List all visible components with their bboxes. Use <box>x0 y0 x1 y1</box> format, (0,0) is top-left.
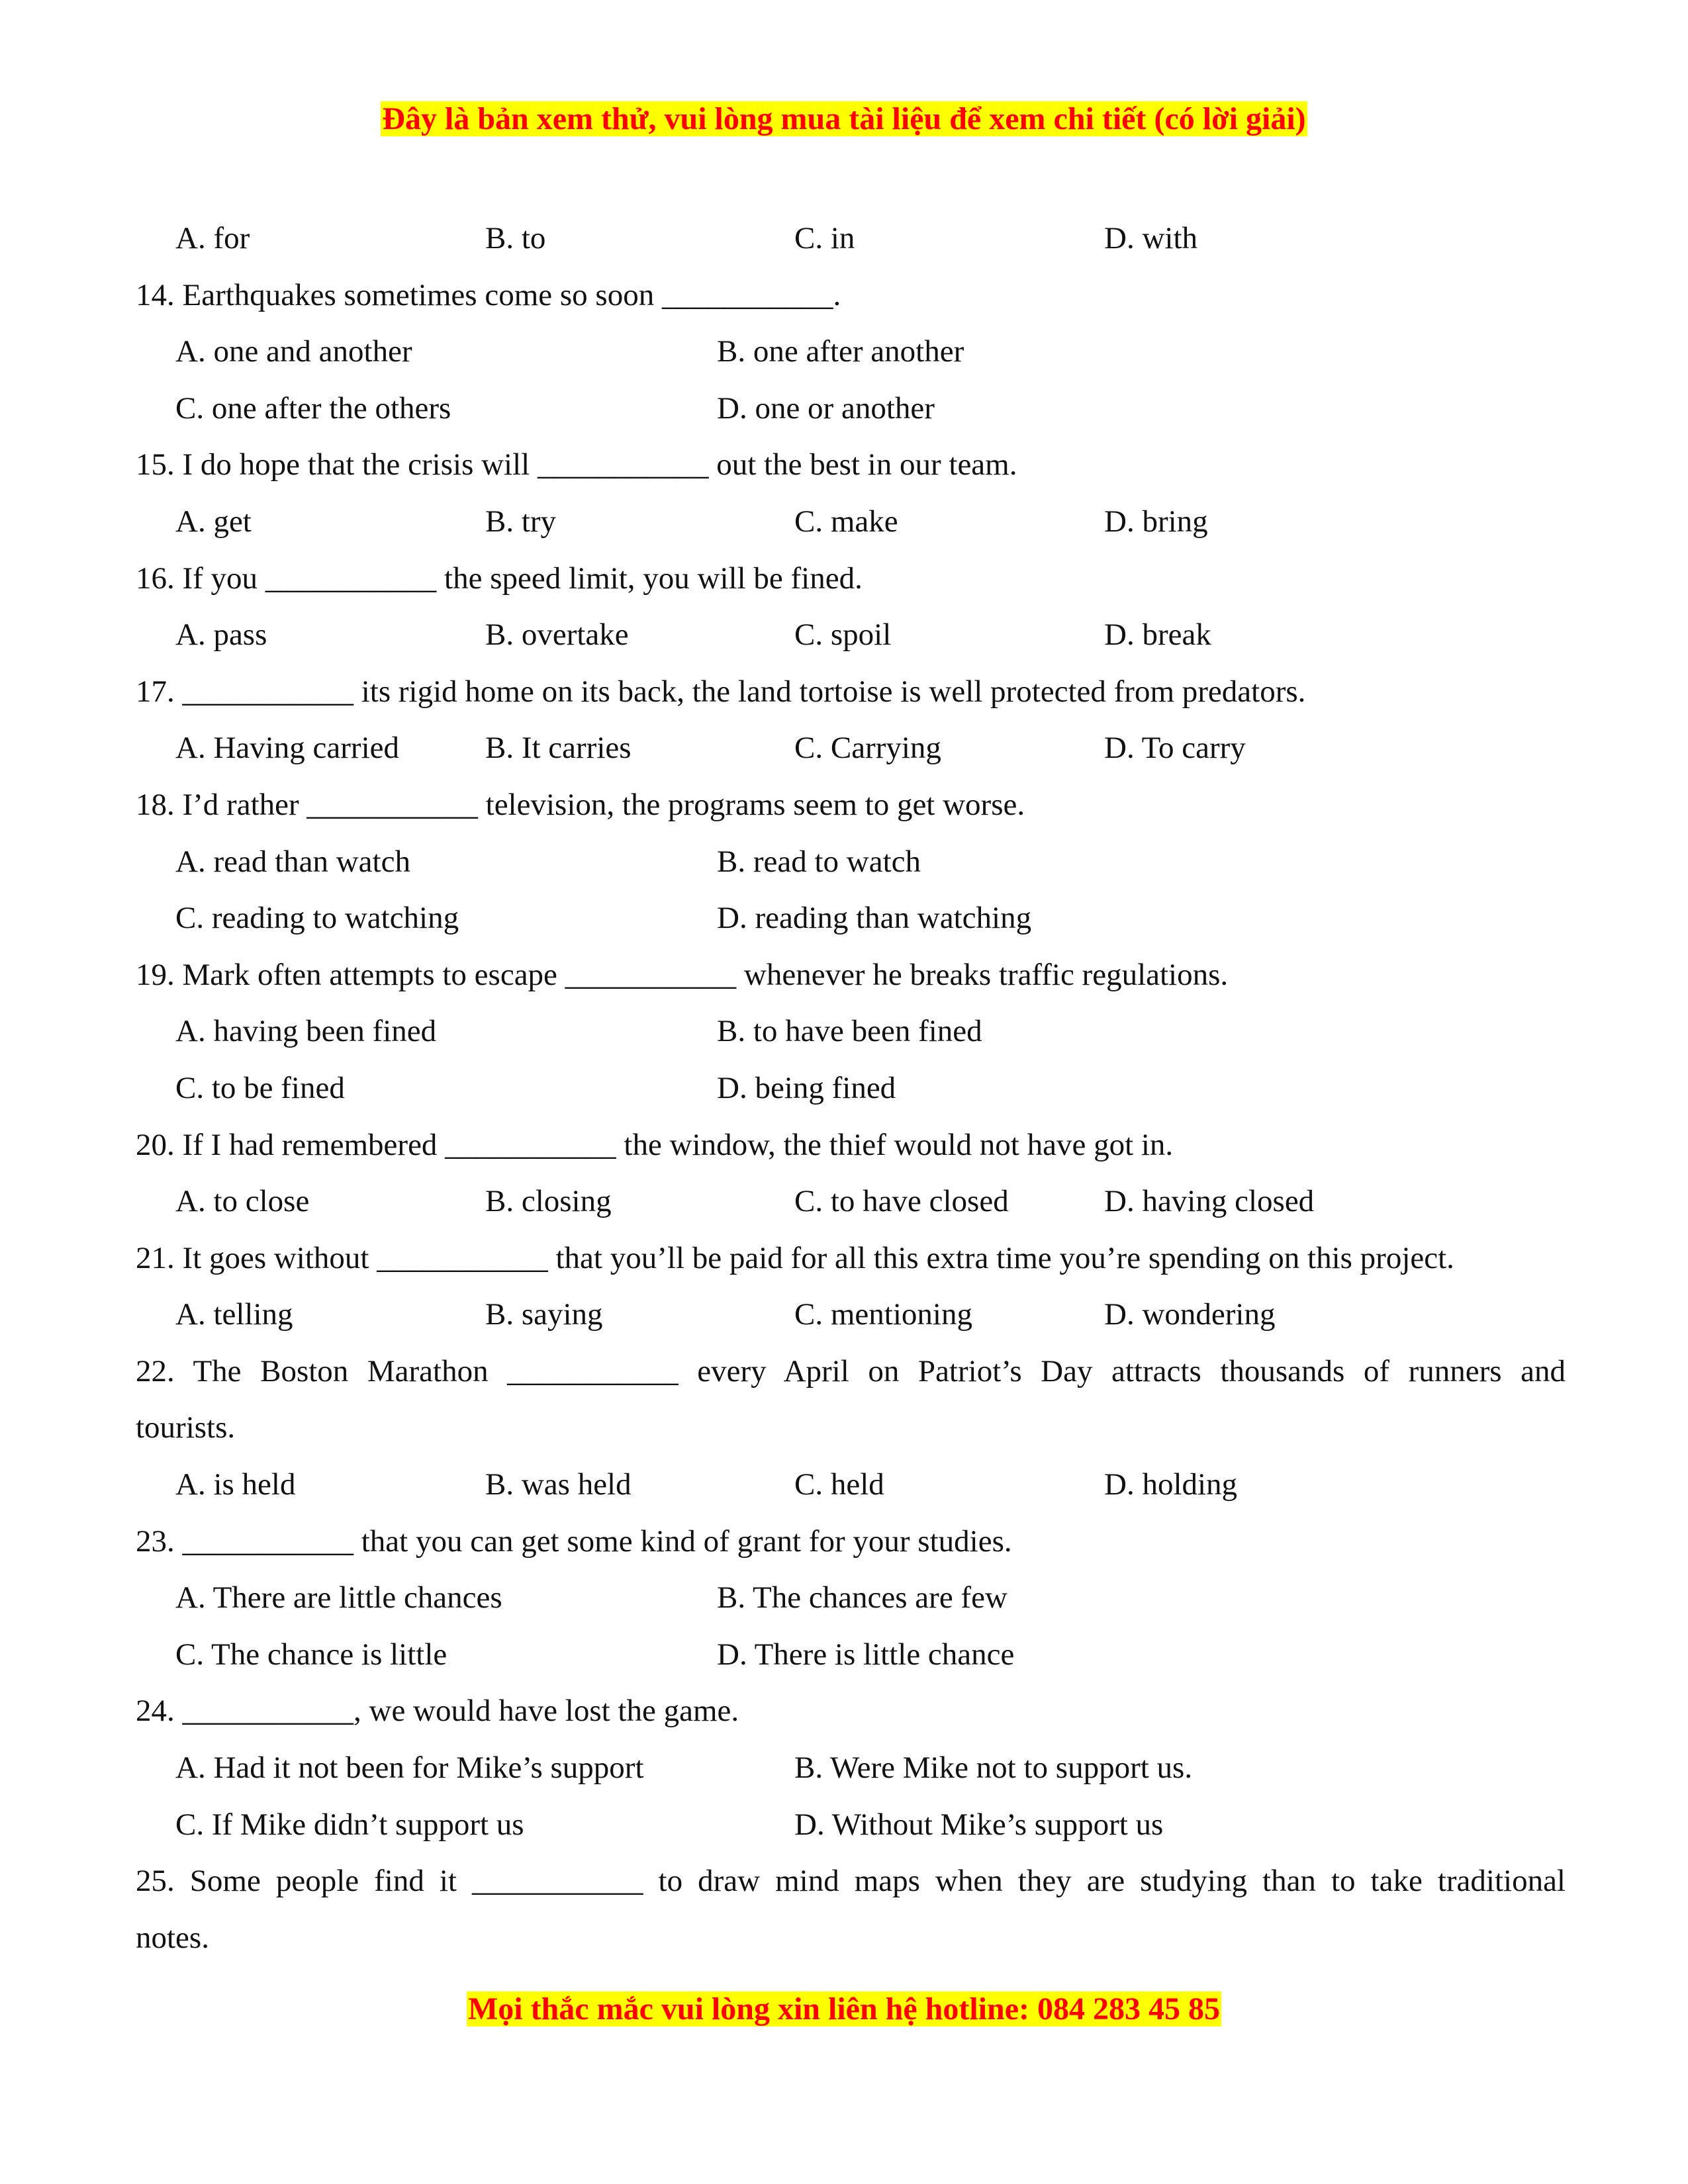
q20-text: 20. If I had remembered ___________ the window, the thief would not have got in. <box>136 1127 1174 1162</box>
q18-option-a: A. read than watch <box>175 844 410 879</box>
q14-options-row2 <box>136 381 1566 437</box>
q14-options-row1 <box>136 324 1566 381</box>
q19-text: 19. Mark often attempts to escape ___________ whenever he breaks traffic regulations. <box>136 957 1229 992</box>
q19-option-c: C. to be fined <box>175 1070 345 1105</box>
q21-option-d: D. wondering <box>1104 1297 1276 1332</box>
q17-option-c: C. Carrying <box>794 731 941 766</box>
q16-option-a: A. pass <box>175 617 267 653</box>
q16-option-d: D. break <box>1104 617 1211 653</box>
q20-option-d: D. having closed <box>1104 1184 1315 1219</box>
q22-options <box>136 1457 1566 1514</box>
q20-option-b: B. closing <box>485 1184 612 1219</box>
q13-option-d: D. with <box>1104 221 1197 255</box>
q23-options-row2 <box>136 1627 1566 1684</box>
q18-text: 18. I’d rather ___________ television, the programs seem to get worse. <box>136 787 1025 822</box>
q15-option-a: A. get <box>175 504 252 539</box>
q24-option-a: A. Had it not been for Mike’s support <box>175 1751 644 1786</box>
q21-text: 21. It goes without ___________ that you’ll be paid for all this extra time you’re spending on this project. <box>136 1240 1454 1275</box>
q17-option-a: A. Having carried <box>175 731 399 766</box>
q19-options-row2 <box>136 1060 1566 1117</box>
q22-text-line1: 22. The Boston Marathon ___________ every April on Patriot’s Day attracts thousands of runners and <box>136 1353 1566 1388</box>
q14-option-c: C. one after the others <box>175 390 451 426</box>
preview-notice-banner <box>0 99 1688 139</box>
q14-option-d: D. one or another <box>717 390 935 426</box>
q23-option-b: B. The chances are few <box>717 1580 1008 1615</box>
q22-option-a: A. is held <box>175 1467 296 1502</box>
q15-option-b: B. try <box>485 504 557 539</box>
q13-option-b: B. to <box>485 221 546 255</box>
q20-option-a: A. to close <box>175 1184 310 1219</box>
q13-option-a: A. for <box>175 221 250 255</box>
q13-options <box>136 210 1566 267</box>
q22-text-line2: tourists. <box>136 1410 236 1445</box>
q19-option-b: B. to have been fined <box>717 1014 982 1049</box>
q13-option-c: C. in <box>794 221 855 255</box>
q18-option-d: D. reading than watching <box>717 901 1032 936</box>
q24-option-c: C. If Mike didn’t support us <box>175 1807 524 1842</box>
q14-option-a: A. one and another <box>175 334 412 369</box>
q25-text-line2: notes. <box>136 1920 209 1955</box>
q15-option-c: C. make <box>794 504 898 539</box>
q21-option-a: A. telling <box>175 1297 293 1332</box>
q16-options <box>136 607 1566 664</box>
q24-text: 24. ___________, we would have lost the game. <box>136 1694 739 1729</box>
q17-option-b: B. It carries <box>485 731 632 766</box>
q24-options-row2 <box>136 1797 1566 1854</box>
preview-notice-text: Đây là bản xem thử, vui lòng mua tài liệu để xem chi tiết (có lời giải) <box>382 101 1306 136</box>
q21-option-b: B. saying <box>485 1297 603 1332</box>
q18-options-row2 <box>136 890 1566 947</box>
q22-option-c: C. held <box>794 1467 884 1502</box>
q22-option-b: B. was held <box>485 1467 632 1502</box>
q21-option-c: C. mentioning <box>794 1297 972 1332</box>
q18-option-c: C. reading to watching <box>175 901 459 936</box>
q15-options <box>136 494 1566 551</box>
q16-text: 16. If you ___________ the speed limit, you will be fined. <box>136 561 863 596</box>
q21-options <box>136 1287 1566 1343</box>
q20-options <box>136 1173 1566 1230</box>
hotline-text: Mọi thắc mắc vui lòng xin liên hệ hotline: 084 283 45 85 <box>467 1991 1220 2026</box>
q24-option-b: B. Were Mike not to support us. <box>794 1751 1193 1786</box>
q23-option-d: D. There is little chance <box>717 1637 1015 1672</box>
q18-options-row1 <box>136 834 1566 891</box>
q17-options <box>136 720 1566 777</box>
q14-text: 14. Earthquakes sometimes come so soon ___________. <box>136 277 841 312</box>
q23-options-row1 <box>136 1570 1566 1627</box>
q15-option-d: D. bring <box>1104 504 1208 539</box>
q25-text-line1: 25. Some people find it ___________ to draw mind maps when they are studying than to take traditional <box>136 1864 1566 1899</box>
q22-option-d: D. holding <box>1104 1467 1238 1502</box>
q15-text: 15. I do hope that the crisis will ___________ out the best in our team. <box>136 447 1017 482</box>
q18-option-b: B. read to watch <box>717 844 921 879</box>
q16-option-c: C. spoil <box>794 617 892 653</box>
q14-option-b: B. one after another <box>717 334 964 369</box>
q20-option-c: C. to have closed <box>794 1184 1009 1219</box>
q24-option-d: D. Without Mike’s support us <box>794 1807 1164 1842</box>
q23-option-c: C. The chance is little <box>175 1637 447 1672</box>
q19-option-a: A. having been fined <box>175 1014 437 1049</box>
q19-options-row1 <box>136 1003 1566 1060</box>
q19-option-d: D. being fined <box>717 1070 896 1105</box>
q23-option-a: A. There are little chances <box>175 1580 502 1615</box>
question-list <box>136 210 1566 1966</box>
q17-option-d: D. To carry <box>1104 731 1246 766</box>
hotline-banner <box>0 1989 1688 2029</box>
q23-text: 23. ___________ that you can get some kind of grant for your studies. <box>136 1524 1012 1559</box>
q16-option-b: B. overtake <box>485 617 629 653</box>
q17-text: 17. ___________ its rigid home on its back, the land tortoise is well protected from predators. <box>136 674 1306 709</box>
q24-options-row1 <box>136 1740 1566 1797</box>
